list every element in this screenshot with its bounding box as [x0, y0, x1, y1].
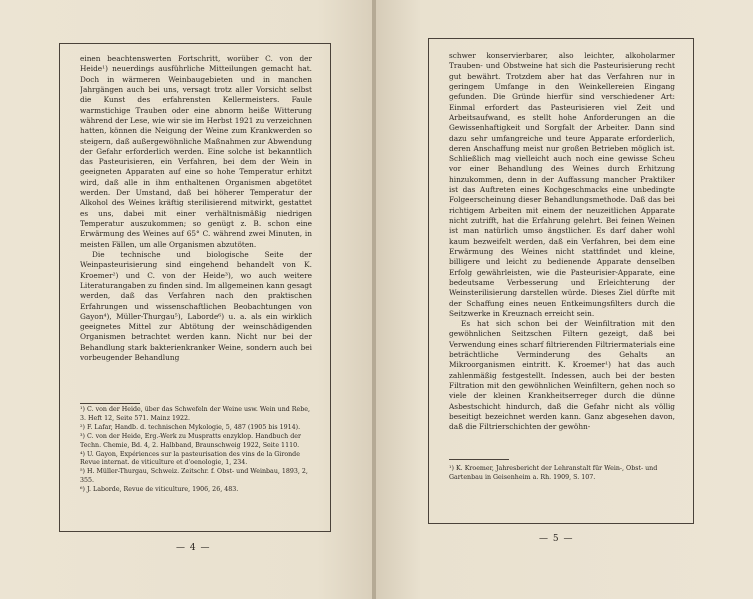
left-page-frame — [59, 43, 331, 532]
page-number: — 4 — — [176, 543, 211, 553]
footnote: ⁵) H. Müller-Thurgau, Schweiz. Zeitschr. f. Obst- und Weinbau, 1893, 2, 355. — [80, 468, 308, 485]
footnote: ⁶) J. Laborde, Revue de viticulture, 1906, 26, 483. — [80, 486, 239, 494]
footnote: ³) C. von der Heide, Erg.-Werk zu Muspratts enzyklop. Handbuch der Techn. Chemie, Bd. 4, 2. Halbband, Braunschweig 1922, Seite 1110. — [80, 432, 301, 449]
footnote: ¹) C. von der Heide, über das Schwefeln der Weine usw. Wein und Rebe, 3. Heft 12, Seite 571. Mainz 1922. — [80, 406, 311, 422]
paragraph: Die technische und biologische Seite der Weinpasteurisierung sind eingehend behandelt von K. Kroemer²) und C. von der Heide³), wo auch weitere Literaturangaben zu finden sind. Im allgemeinen kann gesagt werden, daß das Verfahren nach den praktischen Erfahrungen und wissenschaftlichen Beobachtungen von Gayon⁴), Müller-Thurgau⁵), Laborde⁶) u. a. als ein wirklich geeignetes Mittel zur Abtötung der weinschädigenden Organismen betrachtet werden kann. Nicht nur bei der Behandlung stark bakterienkranker Weine, sondern auch bei vorbeugender Behandlung — [80, 249, 312, 363]
left-page-body — [80, 54, 312, 363]
right-page — [376, 0, 753, 599]
paragraph: schwer konservierbarer, also leichter, alkoholarmer Trauben- und Obstweine hat sich die Pasteurisierung recht gut bewährt. Trotzdem aber hat das Verfahren nur in geringem Umfange in den Weinkellereien Eingang gefunden. Die Gründe hierfür sind verschiedener Art: Einmal erfordert das Pasteurisieren viel Zeit und Arbeitsaufwand, es stellt hohe Anforderungen an die Gewissenhaftigkeit und Sorgfalt der Arbeiter. Dann sind dazu sehr umfangreiche und teure Apparate erforderlich, deren Anschaffung meist nur großen Betrieben möglich ist. Schließlich mag vielleicht auch noch eine gewisse Scheu vor einer Behandlung des Weines durch Erhitzung hinzukommen, denn in der Auffassung mancher Praktiker ist das Auftreten eines Kochgeschmacks eine unbedingte Folgeerscheinung dieser Behandlungsmethode. Daß das bei richtigem Arbeiten mit einem der neuzeitlichen Apparate nicht zutrifft, hat die Erfahrung gelehrt. Bei feinen Weinen ist man natürlich umso ängstlicher. Es darf daher wohl kaum bezweifelt werden, daß ein Verfahren, bei dem eine Erwärmung des Weines nicht stattfindet und kleine, billigere und leicht zu bedienende Apparate denselben Erfolg gewährleisten, wie die Pasteurisier-Apparate, eine bedeutsame Verbesserung und Erleichterung der Weinsterilisierung darstellen würde. Dieses Ziel dürfte mit der Schaffung eines neuen Entkeimungsfilters durch die Seitzwerke in Kreuznach erreicht sein. — [449, 51, 675, 318]
footnote: ⁴) U. Gayon, Expériences sur la pasteurisation des vins de la Gironde Revue internat. de viticulture et d'oenologie, 1, 234. — [80, 450, 300, 467]
left-page-footnotes — [80, 406, 316, 495]
right-page-body — [449, 51, 675, 433]
paragraph: einen beachtenswerten Fortschritt, worüber C. von der Heide¹) neuerdings ausführliche Mitteilungen gemacht hat. Doch in wärmeren Weinbaugebieten und in manchen Jahrgängen auch bei uns, versagt trotz aller Vorsicht selbst die Kunst des erfahrensten Kellermeisters. Faule warmstichige Trauben oder eine abnorm heiße Witterung während der Lese, wie wir sie im Herbst 1921 zu verzeichnen hatten, können die Neigung der Weine zum Krankwerden so steigern, daß außergewöhnliche Maßnahmen zur Abwendung der Gefahr erforderlich werden. Eine solche ist bekanntlich das Pasteurisieren, ein Verfahren, bei dem der Wein in geeigneten Apparaten auf eine so hohe Temperatur erhitzt wird, daß alle in ihm enthaltenen Organismen abgetötet werden. Der Umstand, daß bei höherer Temperatur der Alkohol des Weines kräftig sterilisierend mitwirkt, gestattet es uns, dabei mit einer verhältnismäßig niedrigen Temperatur auszukommen; so genügt z. B. schon eine Erwärmung des Weines auf 65° C. während zwei Minuten, in meisten Fällen, um alle Organismen abzutöten. — [80, 54, 312, 249]
right-page-frame — [428, 38, 694, 524]
footnote: ²) F. Lafar, Handb. d. technischen Mykologie, 5, 487 (1905 bis 1914). — [80, 423, 301, 431]
footnote-rule — [80, 403, 140, 404]
right-page-footnotes — [449, 465, 675, 483]
left-page — [0, 0, 374, 599]
footnote-rule — [449, 459, 509, 460]
paragraph: Es hat sich schon bei der Weinfiltration mit den gewöhnlichen Seitzschen Filtern gezeigt, daß bei Verwendung eines scharf filtrierenden Filtriermaterials eine beträchtliche Verminderung des Gehalts an Mikroorganismen eintritt. K. Kroemer¹) hat das auch zahlenmäßig festgestellt. Indessen, auch bei der besten Filtration mit den gewöhnlichen Weinfiltern, gehen noch so viele der kleinen Krankheitserreger durch die dünne Asbestschicht hindurch, daß die Gefahr nicht als völlig beseitigt bezeichnet werden kann. Ganz abgesehen davon, daß die Filtrierschichten der gewöhn- — [449, 319, 675, 432]
page-number: — 5 — — [539, 534, 574, 544]
footnote: ¹) K. Kroemer, Jahresbericht der Lehranstalt für Wein-, Obst- und Gartenbau in Geisenheim a. Rh. 1909, S. 107. — [449, 465, 658, 481]
